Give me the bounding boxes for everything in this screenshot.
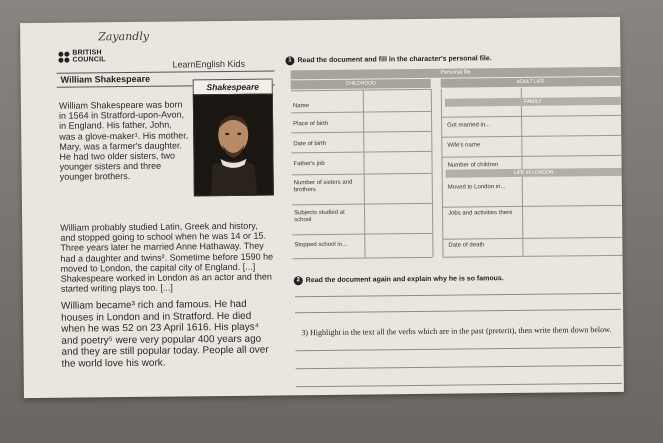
logo-line-1: BRITISH	[72, 49, 102, 57]
exercise-2-instruction: 2 Read the document again and explain why he is so famous.	[294, 274, 504, 285]
british-council-logo	[58, 49, 105, 63]
learnenglish-kids-label: LearnEnglish Kids	[172, 58, 246, 70]
family-header: FAMILY	[445, 97, 621, 107]
row-label-jobs: Jobs and activities there	[448, 210, 513, 217]
row-label-fathers-job: Father's job	[293, 160, 325, 168]
portrait-icon	[194, 95, 273, 196]
answer-line-3a	[295, 347, 621, 351]
exercise-3-instruction: 3) Highlight in the text all the verbs which are in the past (preterit), then write them down below.	[301, 324, 612, 338]
paragraph-london: William probably studied Latin, Greek and history, and stopped going to school when he was 14 or 15. Three years later he married Anne Hathaway. They had a daughter and twins². Sometime before 1590 he moved to London, the capital city of England. [...] Shakespeare worked in London as an actor and then started writing plays too. [...]	[60, 220, 274, 294]
answer-line-2b	[295, 309, 621, 313]
row-label-married: Got married in...	[447, 122, 491, 129]
life-in-london-header: LIFE IN LONDON	[446, 168, 622, 178]
row-label-children: Number of children	[447, 162, 499, 169]
row-label-date-of-death: Date of death	[448, 242, 485, 249]
row-label-moved-to-london: Moved to London in...	[447, 184, 506, 191]
personal-file-title: Personal file	[291, 67, 621, 79]
row-label-date-of-birth: Date of birth	[293, 140, 327, 148]
logo-line-2: COUNCIL	[72, 56, 106, 64]
shakespeare-portrait	[193, 94, 274, 197]
row-label-name: Name	[292, 103, 309, 110]
reading-title: William Shakespeare	[60, 73, 151, 85]
row-label-siblings: Number of sisters and brothers	[293, 179, 353, 194]
exercise-1-number: 1	[285, 56, 294, 65]
exercise-2-number: 2	[294, 276, 303, 285]
row-label-place-of-birth: Place of birth	[293, 120, 329, 128]
row-label-wifes-name: Wife's name	[447, 142, 481, 149]
childhood-header: CHILDHOOD	[291, 79, 431, 89]
logo-dots-icon	[58, 51, 69, 62]
answer-line-2a	[295, 293, 621, 297]
worksheet-page	[20, 17, 624, 398]
row-label-stopped-school: Stopped school in...	[294, 241, 348, 249]
paragraph-fame: William became³ rich and famous. He had houses in London and in Stratford. He died when he was 52 on 23 April 1616. His plays⁴ and poetry⁵ were very popular 400 years ago and they are still popular today. People all over the world love his work.	[60, 298, 269, 370]
exercise-1-instruction: 1 Read the document and fill in the character's personal file.	[285, 54, 491, 65]
portrait-caption: Shakespeare	[193, 79, 273, 96]
row-label-subjects: Subjects studied at school	[294, 209, 345, 224]
answer-line-3b	[296, 365, 622, 369]
answer-line-3c	[296, 383, 622, 387]
adult-life-header: ADULT LIFE	[441, 77, 621, 88]
handwritten-name: Zayandly	[98, 29, 150, 44]
paragraph-childhood: William Shakespeare was born in 1564 in Stratford-upon-Avon, in England. His father, John, was a glove-maker¹. His mother, Mary, was a farmer's daughter. He had two older sisters, two younger sisters and three younger brothers.	[58, 99, 189, 183]
